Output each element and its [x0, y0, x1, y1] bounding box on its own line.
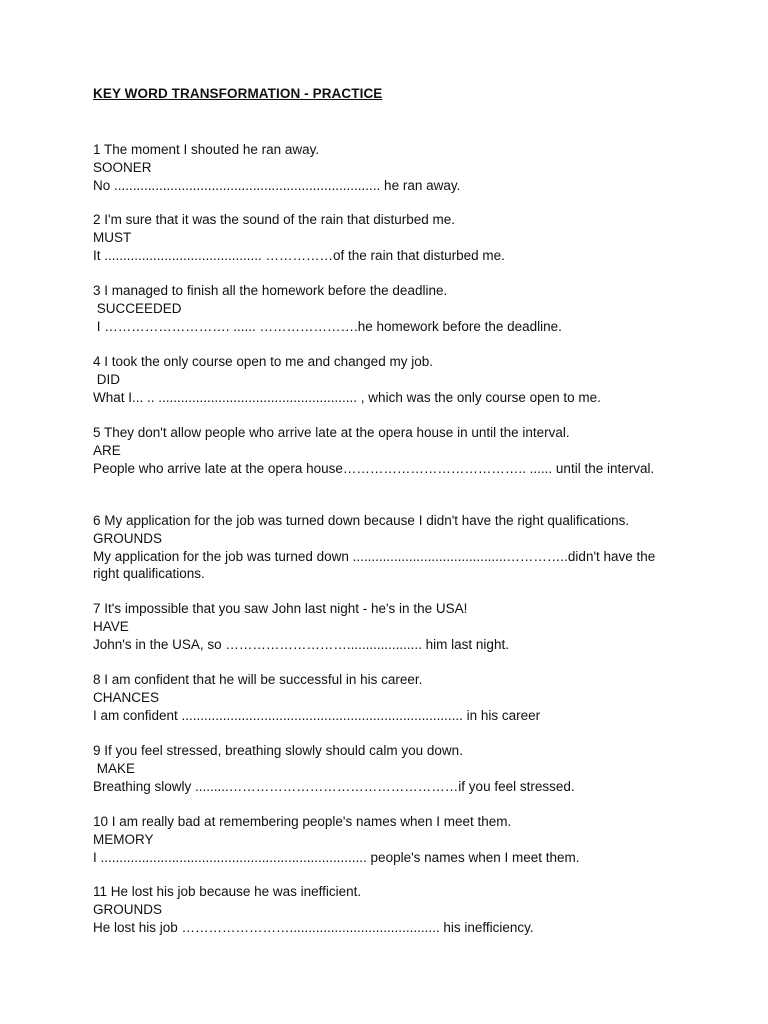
exercise-keyword: MUST: [93, 229, 132, 245]
exercise-3: [93, 282, 683, 335]
exercise-answer-line: No ....................................................................... he ran away.: [93, 177, 461, 193]
exercise-keyword: MEMORY: [93, 831, 154, 847]
exercise-5: [93, 424, 683, 477]
exercise-sentence: 4 I took the only course open to me and changed my job.: [93, 354, 433, 369]
exercise-answer-line: I ………………………. ...... ………………….he homework before the deadline.: [93, 318, 562, 334]
exercise-sentence: 11 He lost his job because he was inefficient.: [93, 884, 362, 899]
exercise-answer-line: My application for the job was turned down .........................................…………..didn't have the right qualifications.: [93, 548, 656, 582]
exercise-keyword: SOONER: [93, 159, 152, 175]
exercise-answer-line: It .......................................... ……………of the rain that disturbed me.: [93, 247, 505, 263]
exercise-answer-line: What I... .. ..................................................... , which was the only course open to me.: [93, 389, 601, 405]
exercise-1: [93, 141, 683, 194]
exercise-sentence: 2 I'm sure that it was the sound of the rain that disturbed me.: [93, 212, 456, 227]
exercise-10: [93, 813, 683, 866]
worksheet-title: KEY WORD TRANSFORMATION - PRACTICE: [93, 86, 383, 101]
exercise-sentence: 9 If you feel stressed, breathing slowly should calm you down.: [93, 743, 463, 758]
exercise-sentence: 7 It's impossible that you saw John last night - he's in the USA!: [93, 601, 468, 616]
exercise-sentence: 10 I am really bad at remembering people's names when I meet them.: [93, 814, 512, 829]
exercise-7: [93, 600, 683, 653]
exercise-keyword: MAKE: [93, 760, 136, 776]
exercise-keyword: SUCCEEDED: [93, 300, 182, 316]
exercise-answer-line: Breathing slowly .........……………………………………………if you feel stressed.: [93, 778, 575, 794]
exercise-keyword: CHANCES: [93, 689, 160, 705]
exercise-sentence: 1 The moment I shouted he ran away.: [93, 142, 320, 157]
exercise-answer-line: John's in the USA, so ……………………….................... him last night.: [93, 636, 509, 652]
exercise-8: [93, 671, 683, 724]
exercise-2: [93, 211, 683, 264]
exercise-6: [93, 512, 683, 583]
exercise-sentence: 8 I am confident that he will be successful in his career.: [93, 672, 423, 687]
exercise-keyword: HAVE: [93, 618, 129, 634]
exercise-11: [93, 883, 683, 936]
exercise-sentence: 5 They don't allow people who arrive late at the opera house in until the interval.: [93, 425, 570, 440]
exercise-4: [93, 353, 683, 406]
exercise-answer-line: I am confident ........................................................................... in his career: [93, 707, 541, 723]
exercise-keyword: GROUNDS: [93, 530, 163, 546]
exercise-answer-line: I ....................................................................... people's names when I meet them.: [93, 849, 580, 865]
exercise-sentence: 6 My application for the job was turned down because I didn't have the right qualifications.: [93, 513, 630, 528]
exercise-answer-line: People who arrive late at the opera house………………………………….. ...... until the interval.: [93, 460, 655, 476]
exercise-answer-line: He lost his job ……………………........................................ his inefficiency.: [93, 919, 534, 935]
exercise-keyword: ARE: [93, 442, 121, 458]
exercise-keyword: DID: [93, 371, 120, 387]
exercise-9: [93, 742, 683, 795]
exercise-keyword: GROUNDS: [93, 901, 163, 917]
exercise-sentence: 3 I managed to finish all the homework before the deadline.: [93, 283, 448, 298]
